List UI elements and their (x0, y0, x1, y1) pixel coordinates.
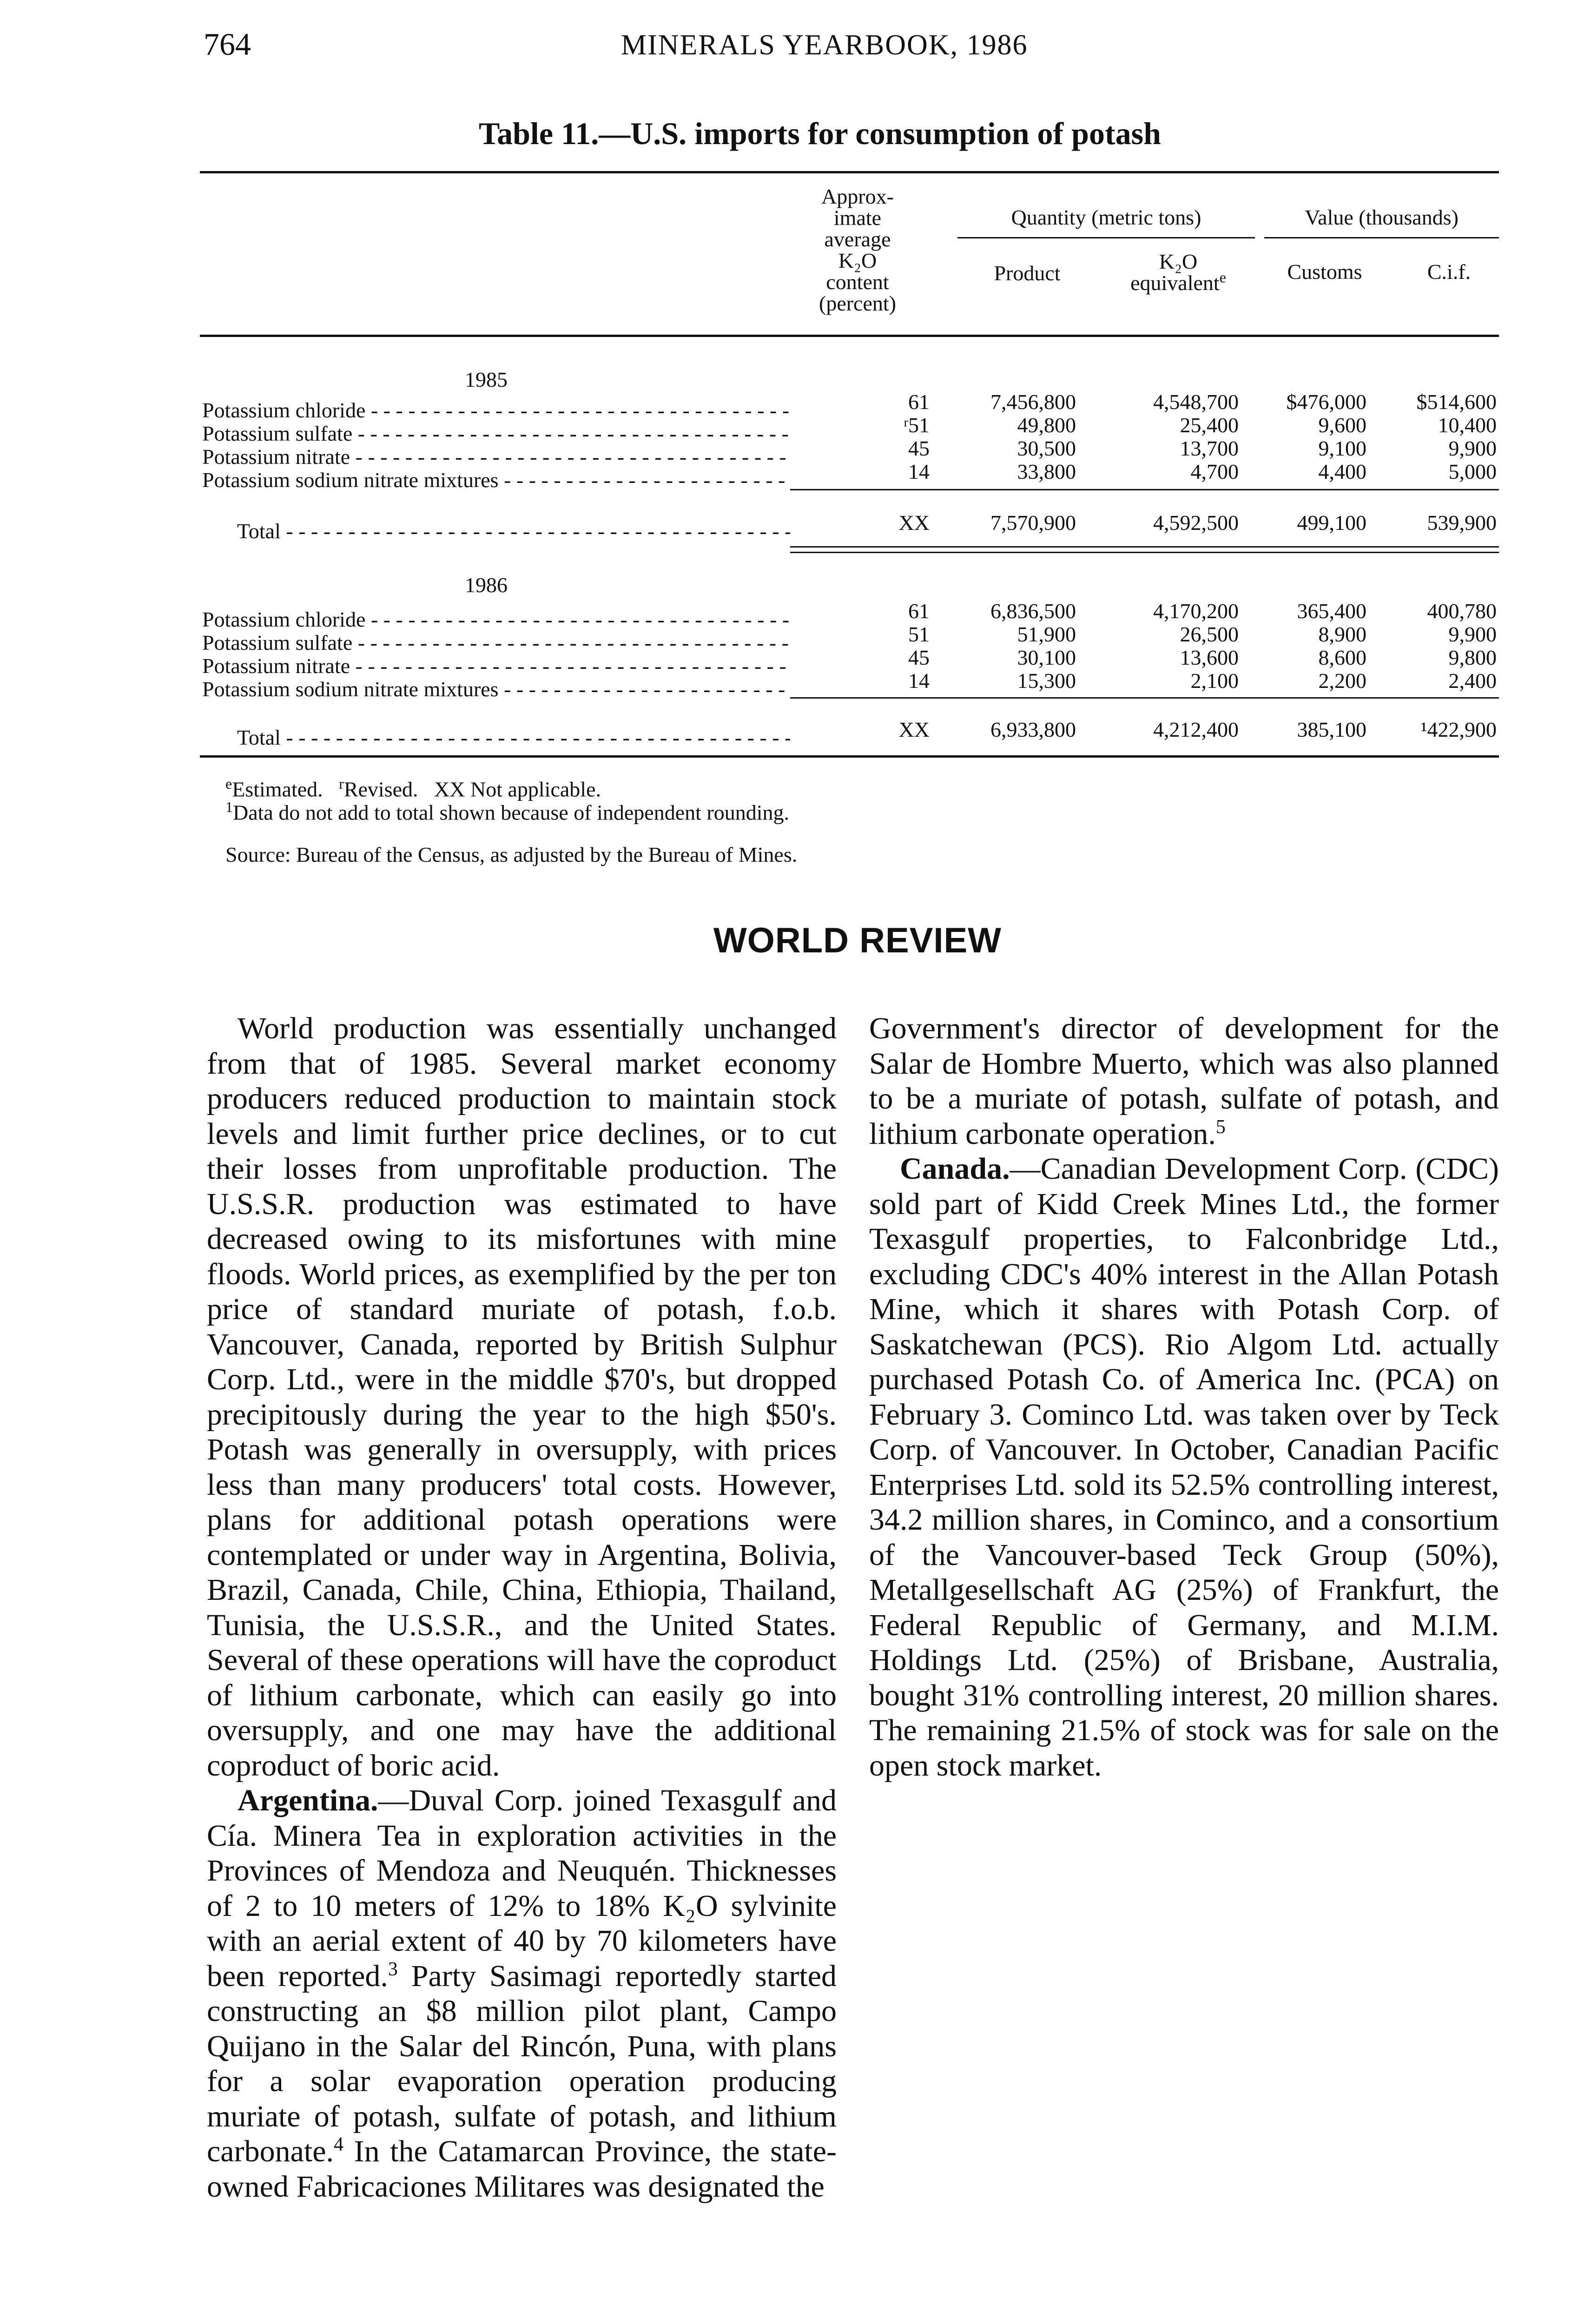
row-label: Potassium sodium nitrate mixtures - - - (202, 678, 790, 701)
k2o-value: 61 (908, 599, 930, 623)
row-label: Potassium sulfate - - - (202, 631, 790, 654)
customs-value: 8,600 (1318, 646, 1366, 669)
paragraph-world-production: World production was essentially unchanged from that of 1985. Several market economy producers reduced production to maintain stock levels and limit further price declines, or to cut their losses from unprofitable production. The U.S.S.R. production was estimated to have decreased owing to its misfortunes with mine floods. World prices, as exemplified by the per ton price of standard muriate of potash, f.o.b. Vancouver, Canada, reported by British Sulphur Corp. Ltd., were in the middle $70's, but dropped precipitously during the year to the high $50's. Potash was generally in oversupply, with prices less than many producers' total costs. However, plans for additional potash operations were contemplated or under way in Argentina, Bolivia, Brazil, Canada, Chile, China, Ethiopia, Thailand, Tunisia, the U.S.S.R., and the United States. Several of these operations will have the coproduct of lithium carbonate, which can easily go into oversupply, and one may have the additional coproduct of boric acid. (207, 1011, 837, 1783)
quantity-group-header: Quantity (metric tons) (1011, 205, 1201, 229)
k2o-value: 61 (908, 390, 930, 414)
row-label: Potassium nitrate - - - (202, 445, 790, 469)
total-rule (790, 697, 1499, 699)
equiv-value: 13,600 (1180, 646, 1239, 669)
k2o-value: 14 (908, 669, 930, 693)
footnote-legend: $^e$Estimated. $^r$Revised. XX Not applicable. (225, 775, 601, 801)
customs-value: 365,400 (1297, 599, 1366, 623)
total-double-rule (790, 546, 1499, 548)
product-value: 15,300 (1017, 669, 1076, 693)
row-label: Potassium sulfate - - - (202, 422, 790, 445)
customs-value: 8,900 (1318, 622, 1366, 646)
k2o-value: 14 (908, 460, 930, 483)
cif-value: 2,400 (1448, 669, 1497, 693)
row-label: Potassium chloride - - - (202, 608, 790, 631)
equiv-value: 4,548,700 (1153, 390, 1239, 414)
product-value: 7,456,800 (990, 390, 1076, 414)
footnote-rounding: $^1$Data do not add to total shown because of independent rounding. (225, 799, 789, 825)
customs-value: $476,000 (1286, 390, 1366, 414)
cif-value: 5,000 (1448, 460, 1497, 483)
text-column-left (207, 1011, 837, 2204)
section-heading: WORLD REVIEW (713, 921, 1002, 960)
customs-value: 499,100 (1297, 511, 1366, 535)
quantity-group-rule (957, 237, 1255, 238)
table-header-rule (200, 335, 1499, 337)
table-bottom-rule (200, 755, 1499, 758)
cif-value: 9,900 (1448, 436, 1497, 460)
paragraph-canada: Canada.—Canadian Development Corp. (CDC) sold part of Kidd Creek Mines Ltd., the former Texasgulf properties, to Falconbridge Ltd., excluding CDC's 40% interest in the Allan Potash Mine, which it shares with Potash Corp. of Saskatchewan (PCS). Rio Algom Ltd. actually purchased Potash Co. of America Inc. (PCA) on February 3. Cominco Ltd. was taken over by Teck Corp. of Vancouver. In October, Canadian Pacific Enterprises Ltd. sold its 52.5% controlling interest, 34.2 million shares, in Cominco, and a consortium of the Vancouver-based Teck Group (50%), Metallgesellschaft AG (25%) of Frankfurt, the Federal Republic of Germany, and M.I.M. Holdings Ltd. (25%) of Brisbane, Australia, bought 31% controlling interest, 20 million shares. The remaining 21.5% of stock was for sale on the open stock market. (869, 1152, 1499, 1783)
text-column-right (869, 1011, 1499, 1783)
product-value: 51,900 (1017, 622, 1076, 646)
product-value: 33,800 (1017, 460, 1076, 483)
equiv-value: 4,592,500 (1153, 511, 1239, 535)
year-label-1986: 1986 (465, 573, 508, 597)
product-value: 7,570,900 (990, 511, 1076, 535)
value-group-rule (1264, 237, 1499, 238)
row-label: Potassium sodium nitrate mixtures - - - (202, 469, 790, 492)
customs-value: 9,600 (1318, 413, 1366, 437)
product-value: 30,500 (1017, 436, 1076, 460)
k2o-value: ʳ51 (904, 413, 930, 437)
total-label: Total - - - (237, 520, 790, 543)
product-value: 30,100 (1017, 646, 1076, 669)
table-title: Table 11.—U.S. imports for consumption of potash (479, 116, 1161, 151)
cif-value: 10,400 (1438, 413, 1497, 437)
table-top-rule (200, 171, 1499, 173)
cif-value: 539,900 (1427, 511, 1497, 535)
equiv-value: 2,100 (1190, 669, 1239, 693)
source-note: Source: Bureau of the Census, as adjusted by the Bureau of Mines. (225, 843, 798, 866)
running-title: MINERALS YEARBOOK, 1986 (621, 29, 1028, 61)
row-label: Potassium nitrate - - - (202, 654, 790, 678)
paragraph-argentina: Argentina.—Duval Corp. joined Texasgulf and Cía. Minera Tea in exploration activities in the Provinces of Mendoza and Neuquén. Thicknesses of 2 to 10 meters of 12% to 18% K₂O sylvinite with an aerial extent of 40 by 70 kilometers have been reported.$^3$ Party Sasimagi reportedly started constructing an $8 million pilot plant, Campo Quijano in the Salar del Rincón, Puna, with plans for a solar evaporation operation producing muriate of potash, sulfate of potash, and lithium carbonate.$^4$ In the Catamarcan Province, the state-owned Fabricaciones Militares was designated the (207, 1783, 837, 2204)
cif-value: 400,780 (1427, 599, 1497, 623)
equiv-value: 25,400 (1180, 413, 1239, 437)
customs-value: 2,200 (1318, 669, 1366, 693)
product-value: 6,836,500 (990, 599, 1076, 623)
k2o-value: 45 (908, 436, 930, 460)
product-value: 49,800 (1017, 413, 1076, 437)
cif-value: $514,600 (1416, 390, 1497, 414)
k2o-value: 51 (908, 622, 930, 646)
k2o-value: XX (898, 511, 930, 535)
k2o-value: XX (898, 718, 930, 741)
equiv-value: 4,212,400 (1153, 718, 1239, 741)
k2o-content-header: Approx- imate average K₂O content (percent) (819, 185, 896, 315)
cif-value: 9,800 (1448, 646, 1497, 669)
paragraph-text: Government's director of development for the Salar de Hombre Muerto, which was also planned to be a muriate of potash, sulfate of potash, and lithium carbonate operation. (869, 1011, 1499, 1151)
equiv-value: 26,500 (1180, 622, 1239, 646)
customs-value: 385,100 (1297, 718, 1366, 741)
product-value: 6,933,800 (990, 718, 1076, 741)
customs-value: 9,100 (1318, 436, 1366, 460)
total-double-rule (790, 552, 1499, 553)
equiv-value: 13,700 (1180, 436, 1239, 460)
customs-value: 4,400 (1318, 460, 1366, 483)
cif-value: 9,900 (1448, 622, 1497, 646)
k2o-value: 45 (908, 646, 930, 669)
paragraph-argentina-continued: Government's director of development for the Salar de Hombre Muerto, which was also planned to be a muriate of potash, sulfate of potash, and lithium carbonate operation.$^5$ (869, 1011, 1499, 1151)
customs-header: Customs (1287, 260, 1362, 284)
page-number: 764 (204, 26, 251, 62)
equiv-value: 4,170,200 (1153, 599, 1239, 623)
value-group-header: Value (thousands) (1305, 205, 1459, 229)
row-label: Potassium chloride - - - (202, 399, 790, 422)
cif-value: ¹422,900 (1420, 718, 1497, 741)
product-header: Product (994, 261, 1061, 285)
equiv-value: 4,700 (1190, 460, 1239, 483)
k2o-equivalent-header: K₂O equivalent$^e$ (1130, 250, 1226, 295)
total-rule (790, 489, 1499, 490)
cif-header: C.i.f. (1427, 260, 1471, 284)
total-label: Total - - - (237, 726, 790, 749)
year-label-1985: 1985 (465, 368, 508, 391)
